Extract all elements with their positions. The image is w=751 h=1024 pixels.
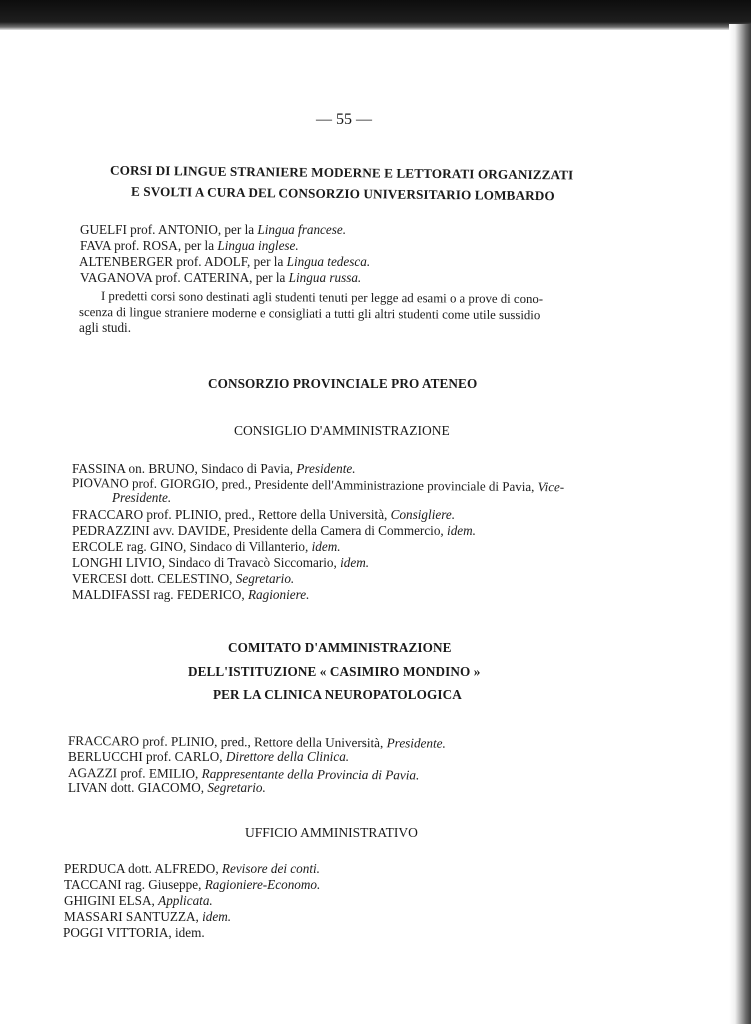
entry-piovano: PIOVANO prof. GIORGIO, pred., Presidente dell'Amministrazione provinciale di Pavia, Vice-	[71, 475, 565, 495]
subtitle-consiglio: CONSIGLIO D'AMMINISTRAZIONE	[234, 423, 450, 438]
section-title-consorzio: CONSORZIO PROVINCIALE PRO ATENEO	[208, 376, 478, 391]
entry-altenberger: ALTENBERGER prof. ADOLF, per la Lingua tedesca.	[79, 254, 371, 269]
note-line1: I predetti corsi sono destinati agli studenti tenuti per legge ad esami o a prove di cono-	[100, 289, 544, 307]
entry-ercole: ERCOLE rag. GINO, Sindaco di Villanterio, idem.	[72, 539, 341, 554]
entry-poggi: POGGI VITTORIA, idem.	[63, 925, 205, 940]
page-number: — 55 —	[316, 111, 372, 128]
entry-vaganova: VAGANOVA prof. CATERINA, per la Lingua russa.	[80, 270, 362, 285]
section-title-corsi-line1: CORSI DI LINGUE STRANIERE MODERNE E LETTORATI ORGANIZZATI	[109, 162, 574, 183]
entry-vercesi: VERCESI dott. CELESTINO, Segretario.	[72, 571, 295, 586]
entry-fassina: FASSINA on. BRUNO, Sindaco di Pavia, Presidente.	[72, 461, 356, 476]
entry-agazzi: AGAZZI prof. EMILIO, Rappresentante della Provincia di Pavia.	[67, 765, 420, 783]
entry-guelfi: GUELFI prof. ANTONIO, per la Lingua francese.	[80, 222, 347, 237]
entry-fraccaro: FRACCARO prof. PLINIO, pred., Rettore della Università, Consigliere.	[72, 507, 456, 522]
section-title-comitato-line2: DELL'ISTITUZIONE « CASIMIRO MONDINO »	[188, 664, 481, 679]
entry-fava: FAVA prof. ROSA, per la Lingua inglese.	[80, 238, 299, 253]
section-title-corsi-line2: E SVOLTI A CURA DEL CONSORZIO UNIVERSITARIO LOMBARDO	[130, 183, 555, 204]
section-title-ufficio: UFFICIO AMMINISTRATIVO	[245, 825, 418, 840]
entry-maldifassi: MALDIFASSI rag. FEDERICO, Ragioniere.	[72, 587, 310, 602]
note-line2: scenza di lingue straniere moderne e consigliati a tutti gli altri studenti come utile sussidio	[78, 305, 541, 323]
note-line3: agli studi.	[79, 320, 132, 335]
entry-berlucchi: BERLUCCHI prof. CARLO, Direttore della Clinica.	[68, 749, 350, 764]
entry-fraccaro-comitato: FRACCARO prof. PLINIO, pred., Rettore della Università, Presidente.	[67, 733, 446, 751]
entry-pedrazzini: PEDRAZZINI avv. DAVIDE, Presidente della Camera di Commercio, idem.	[72, 523, 476, 538]
section-title-comitato-line1: COMITATO D'AMMINISTRAZIONE	[228, 640, 452, 655]
entry-livan: LIVAN dott. GIACOMO, Segretario.	[68, 780, 266, 795]
section-title-comitato-line3: PER LA CLINICA NEUROPATOLOGICA	[213, 687, 462, 702]
entry-ghigini: GHIGINI ELSA, Applicata.	[64, 893, 213, 908]
entry-massari: MASSARI SANTUZZA, idem.	[64, 909, 232, 924]
entry-perduca: PERDUCA dott. ALFREDO, Revisore dei conti.	[64, 861, 320, 876]
entry-taccani: TACCANI rag. Giuseppe, Ragioniere-Economo.	[64, 877, 321, 892]
entry-piovano-cont: Presidente.	[112, 490, 172, 505]
entry-longhi: LONGHI LIVIO, Sindaco di Travacò Siccomario, idem.	[72, 555, 370, 570]
